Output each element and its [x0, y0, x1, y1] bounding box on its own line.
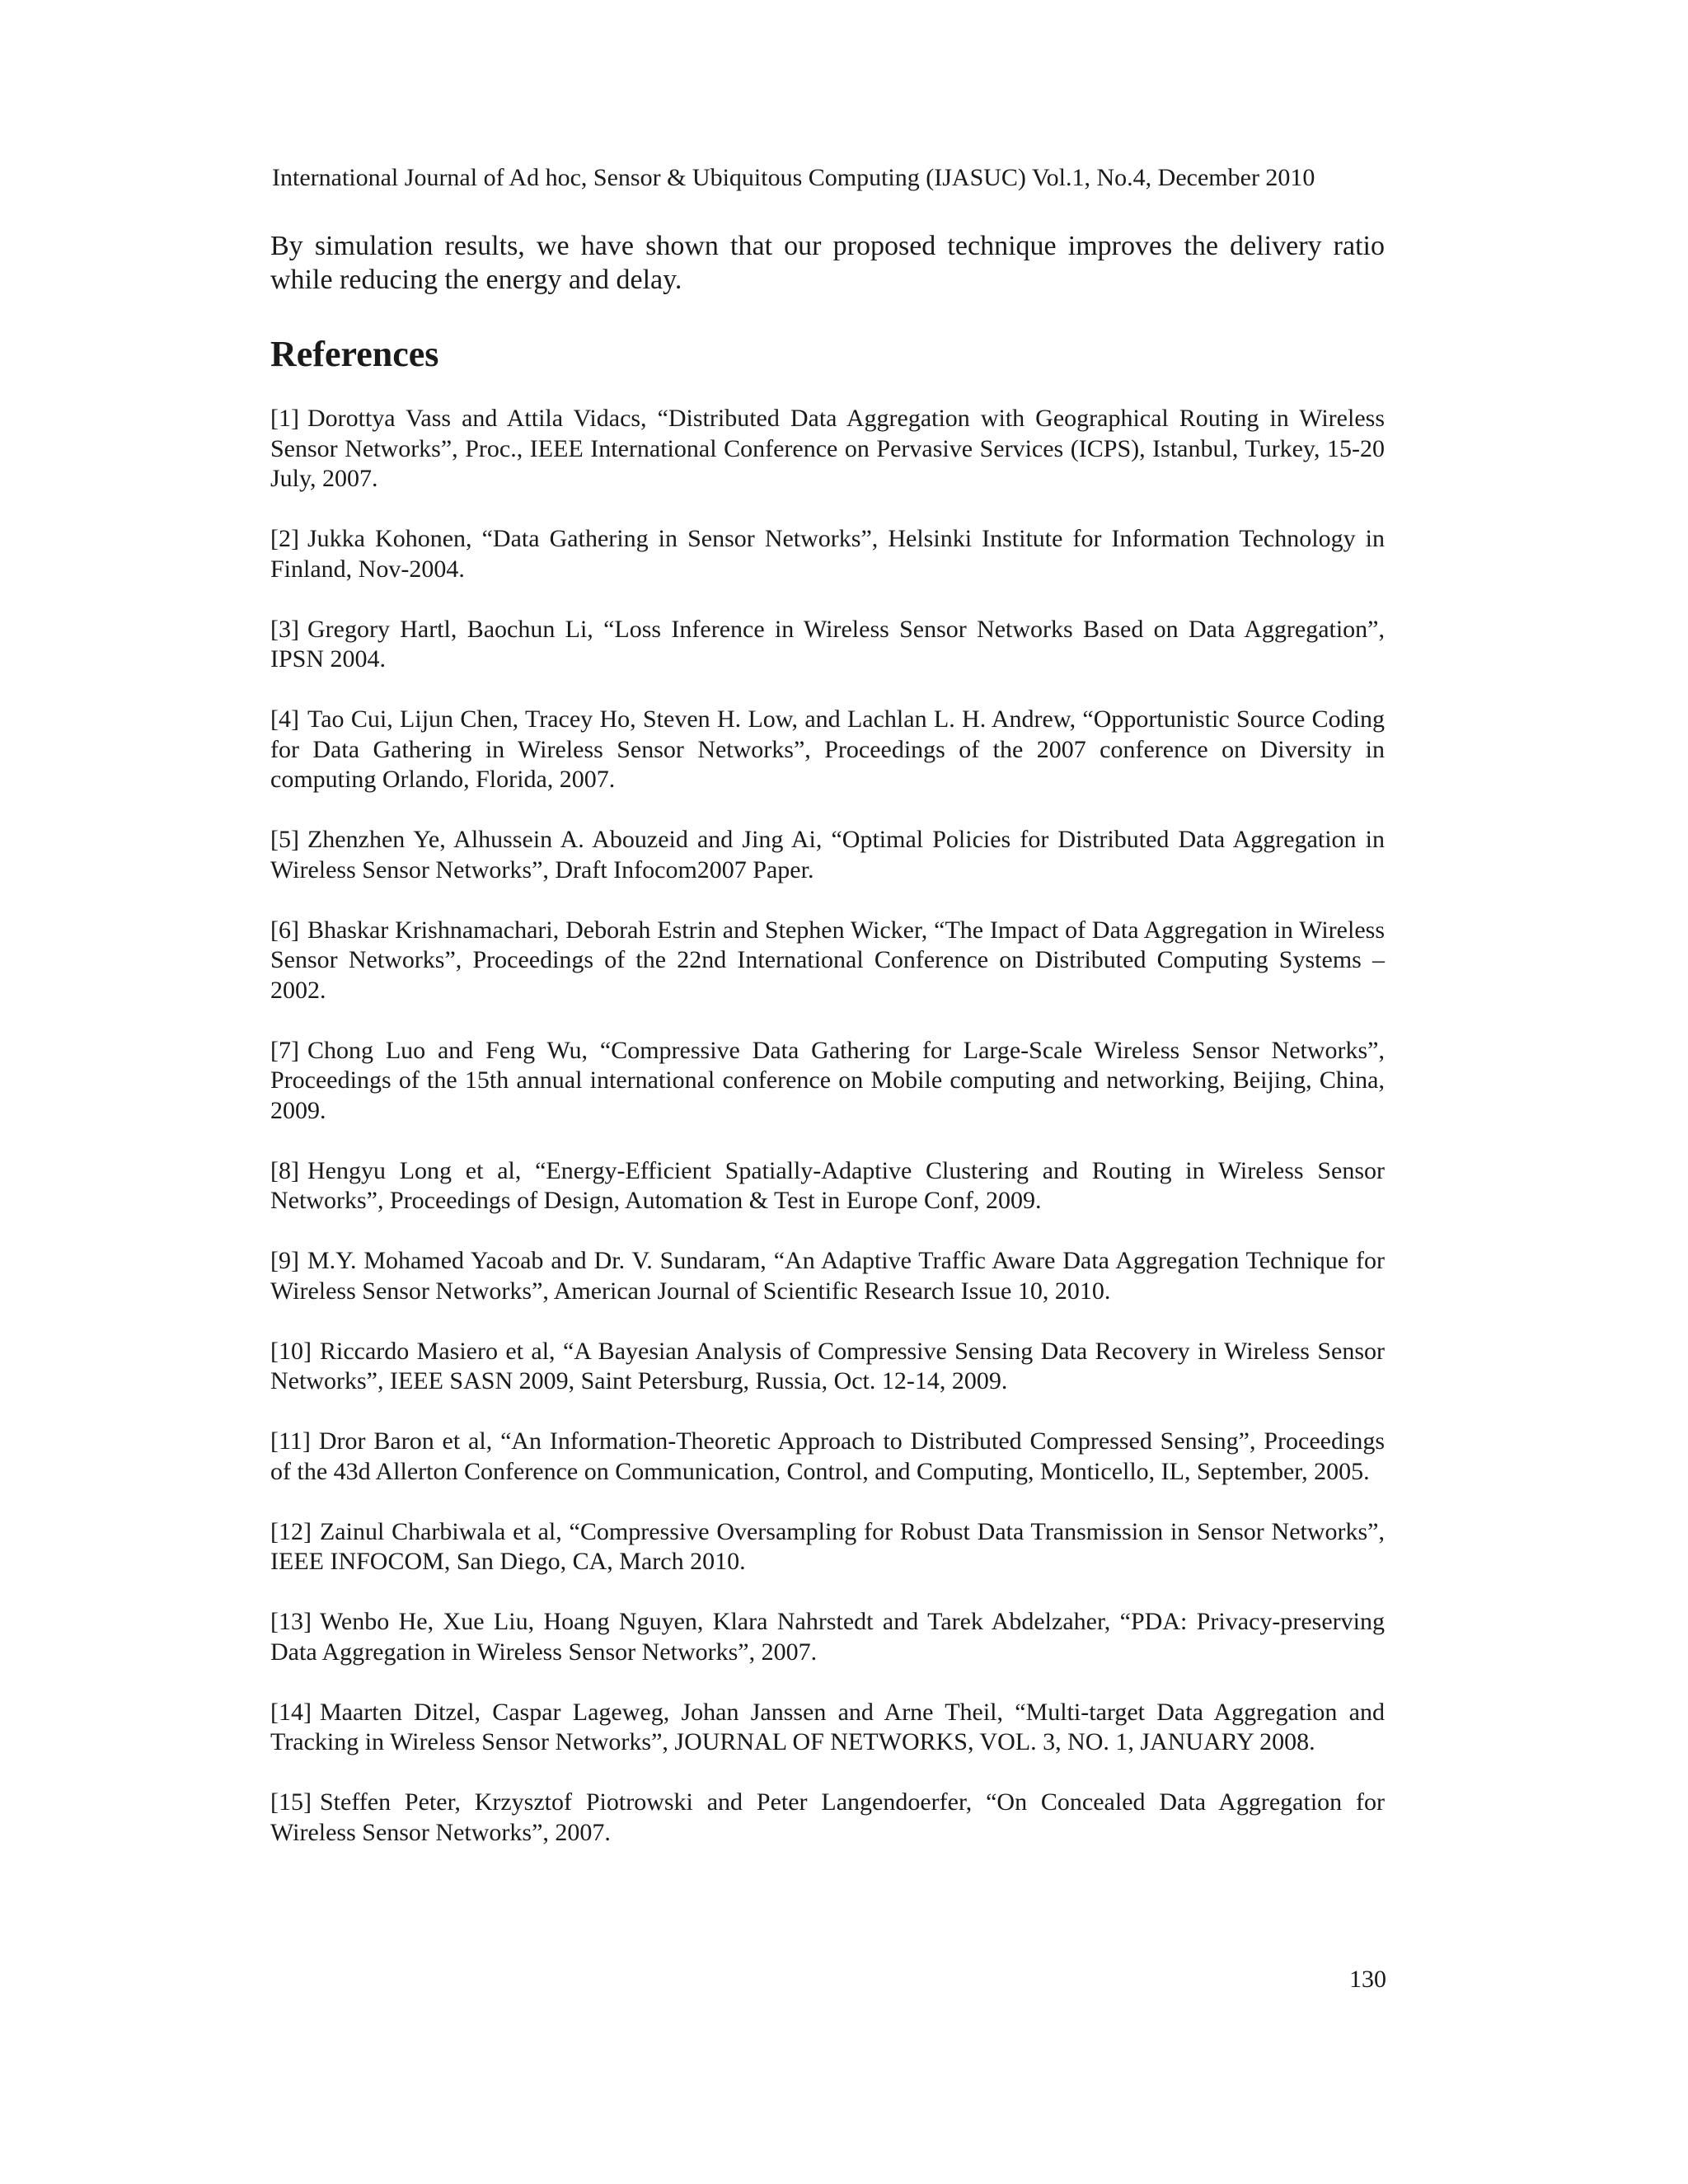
- reference-text: Riccardo Masiero et al, “A Bayesian Analysis of Compressive Sensing Data Recovery in Wireless Sensor Networks”, IEEE SASN 2009, Saint Petersburg, Russia, Oct. 12-14, 2009.: [270, 1337, 1385, 1394]
- reference-text: Wenbo He, Xue Liu, Hoang Nguyen, Klara Nahrstedt and Tarek Abdelzaher, “PDA: Privacy-preserving Data Aggregation in Wireless Sensor Networks”, 2007.: [270, 1608, 1385, 1666]
- reference-item-14: [270, 1698, 1385, 1758]
- reference-list: [270, 404, 1385, 1848]
- reference-text: Zainul Charbiwala et al, “Compressive Oversampling for Robust Data Transmission in Sensor Networks”, IEEE INFOCOM, San Diego, CA, March 2010.: [270, 1517, 1385, 1575]
- reference-label: [2]: [270, 525, 299, 552]
- reference-label: [1]: [270, 405, 299, 432]
- reference-label: [15]: [270, 1788, 312, 1816]
- running-header: International Journal of Ad hoc, Sensor & Ubiquitous Computing (IJASUC) Vol.1, No.4, December 2010: [272, 164, 1315, 191]
- intro-paragraph: By simulation results, we have shown that our proposed technique improves the delivery ratio while reducing the energy and delay.: [270, 231, 1385, 295]
- reference-label: [5]: [270, 826, 299, 853]
- reference-item-8: [270, 1156, 1385, 1216]
- reference-text: Chong Luo and Feng Wu, “Compressive Data Gathering for Large-Scale Wireless Sensor Networks”, Proceedings of the 15th annual international conference on Mobile computing and networking, Beijing, China, 2009.: [270, 1036, 1385, 1124]
- reference-label: [3]: [270, 615, 299, 643]
- reference-label: [13]: [270, 1608, 312, 1635]
- reference-label: [10]: [270, 1337, 312, 1365]
- reference-text: Jukka Kohonen, “Data Gathering in Sensor Networks”, Helsinki Institute for Information Technology in Finland, Nov-2004.: [270, 525, 1385, 583]
- reference-text: Hengyu Long et al, “Energy-Efficient Spatially-Adaptive Clustering and Routing in Wireless Sensor Networks”, Proceedings of Design, Automation & Test in Europe Conf, 2009.: [270, 1156, 1385, 1214]
- reference-text: Steffen Peter, Krzysztof Piotrowski and Peter Langendoerfer, “On Concealed Data Aggregation for Wireless Sensor Networks”, 2007.: [270, 1788, 1385, 1846]
- reference-text: Bhaskar Krishnamachari, Deborah Estrin and Stephen Wicker, “The Impact of Data Aggregation in Wireless Sensor Networks”, Proceedings of the 22nd International Conference on Distributed Computing Systems – 2002.: [270, 916, 1385, 1004]
- reference-label: [12]: [270, 1517, 312, 1545]
- reference-item-11: [270, 1427, 1385, 1487]
- references-heading: References: [270, 334, 439, 374]
- reference-item-15: [270, 1788, 1385, 1848]
- reference-text: Maarten Ditzel, Caspar Lageweg, Johan Janssen and Arne Theil, “Multi-target Data Aggregation and Tracking in Wireless Sensor Networks”, JOURNAL OF NETWORKS, VOL. 3, NO. 1, JANUARY 2008.: [270, 1698, 1385, 1755]
- reference-label: [11]: [270, 1427, 311, 1455]
- page-body: [270, 229, 1385, 1878]
- reference-item-7: [270, 1036, 1385, 1127]
- reference-text: Dror Baron et al, “An Information-Theoretic Approach to Distributed Compressed Sensing”, Proceedings of the 43d Allerton Conference on Communication, Control, and Computing, Monticello, IL, September, 2005.: [270, 1427, 1385, 1485]
- reference-item-9: [270, 1246, 1385, 1306]
- page-number: 130: [1349, 1966, 1386, 1993]
- reference-text: Zhenzhen Ye, Alhussein A. Abouzeid and Jing Ai, “Optimal Policies for Distributed Data Aggregation in Wireless Sensor Networks”, Draft Infocom2007 Paper.: [270, 826, 1385, 883]
- reference-text: Gregory Hartl, Baochun Li, “Loss Inference in Wireless Sensor Networks Based on Data Aggregation”, IPSN 2004.: [270, 615, 1385, 673]
- reference-item-4: [270, 705, 1385, 795]
- reference-label: [6]: [270, 916, 299, 944]
- reference-text: Tao Cui, Lijun Chen, Tracey Ho, Steven H. Low, and Lachlan L. H. Andrew, “Opportunistic Source Coding for Data Gathering in Wireless Sensor Networks”, Proceedings of the 2007 conference on Diversity in computing Orlando, Florida, 2007.: [270, 705, 1385, 793]
- reference-item-1: [270, 404, 1385, 494]
- reference-label: [4]: [270, 705, 299, 733]
- reference-label: [14]: [270, 1698, 312, 1726]
- reference-text: M.Y. Mohamed Yacoab and Dr. V. Sundaram, “An Adaptive Traffic Aware Data Aggregation Technique for Wireless Sensor Networks”, American Journal of Scientific Research Issue 10, 2010.: [270, 1247, 1385, 1305]
- reference-label: [8]: [270, 1156, 299, 1184]
- reference-text: Dorottya Vass and Attila Vidacs, “Distributed Data Aggregation with Geographical Routing in Wireless Sensor Networks”, Proc., IEEE International Conference on Pervasive Services (ICPS), Istanbul, Turkey, 15-20 July, 2007.: [270, 405, 1385, 492]
- reference-item-6: [270, 916, 1385, 1006]
- reference-label: [7]: [270, 1036, 299, 1064]
- reference-item-12: [270, 1517, 1385, 1577]
- reference-item-5: [270, 825, 1385, 885]
- reference-item-10: [270, 1337, 1385, 1397]
- reference-item-2: [270, 524, 1385, 584]
- reference-item-13: [270, 1607, 1385, 1667]
- reference-label: [9]: [270, 1247, 299, 1274]
- reference-item-3: [270, 615, 1385, 675]
